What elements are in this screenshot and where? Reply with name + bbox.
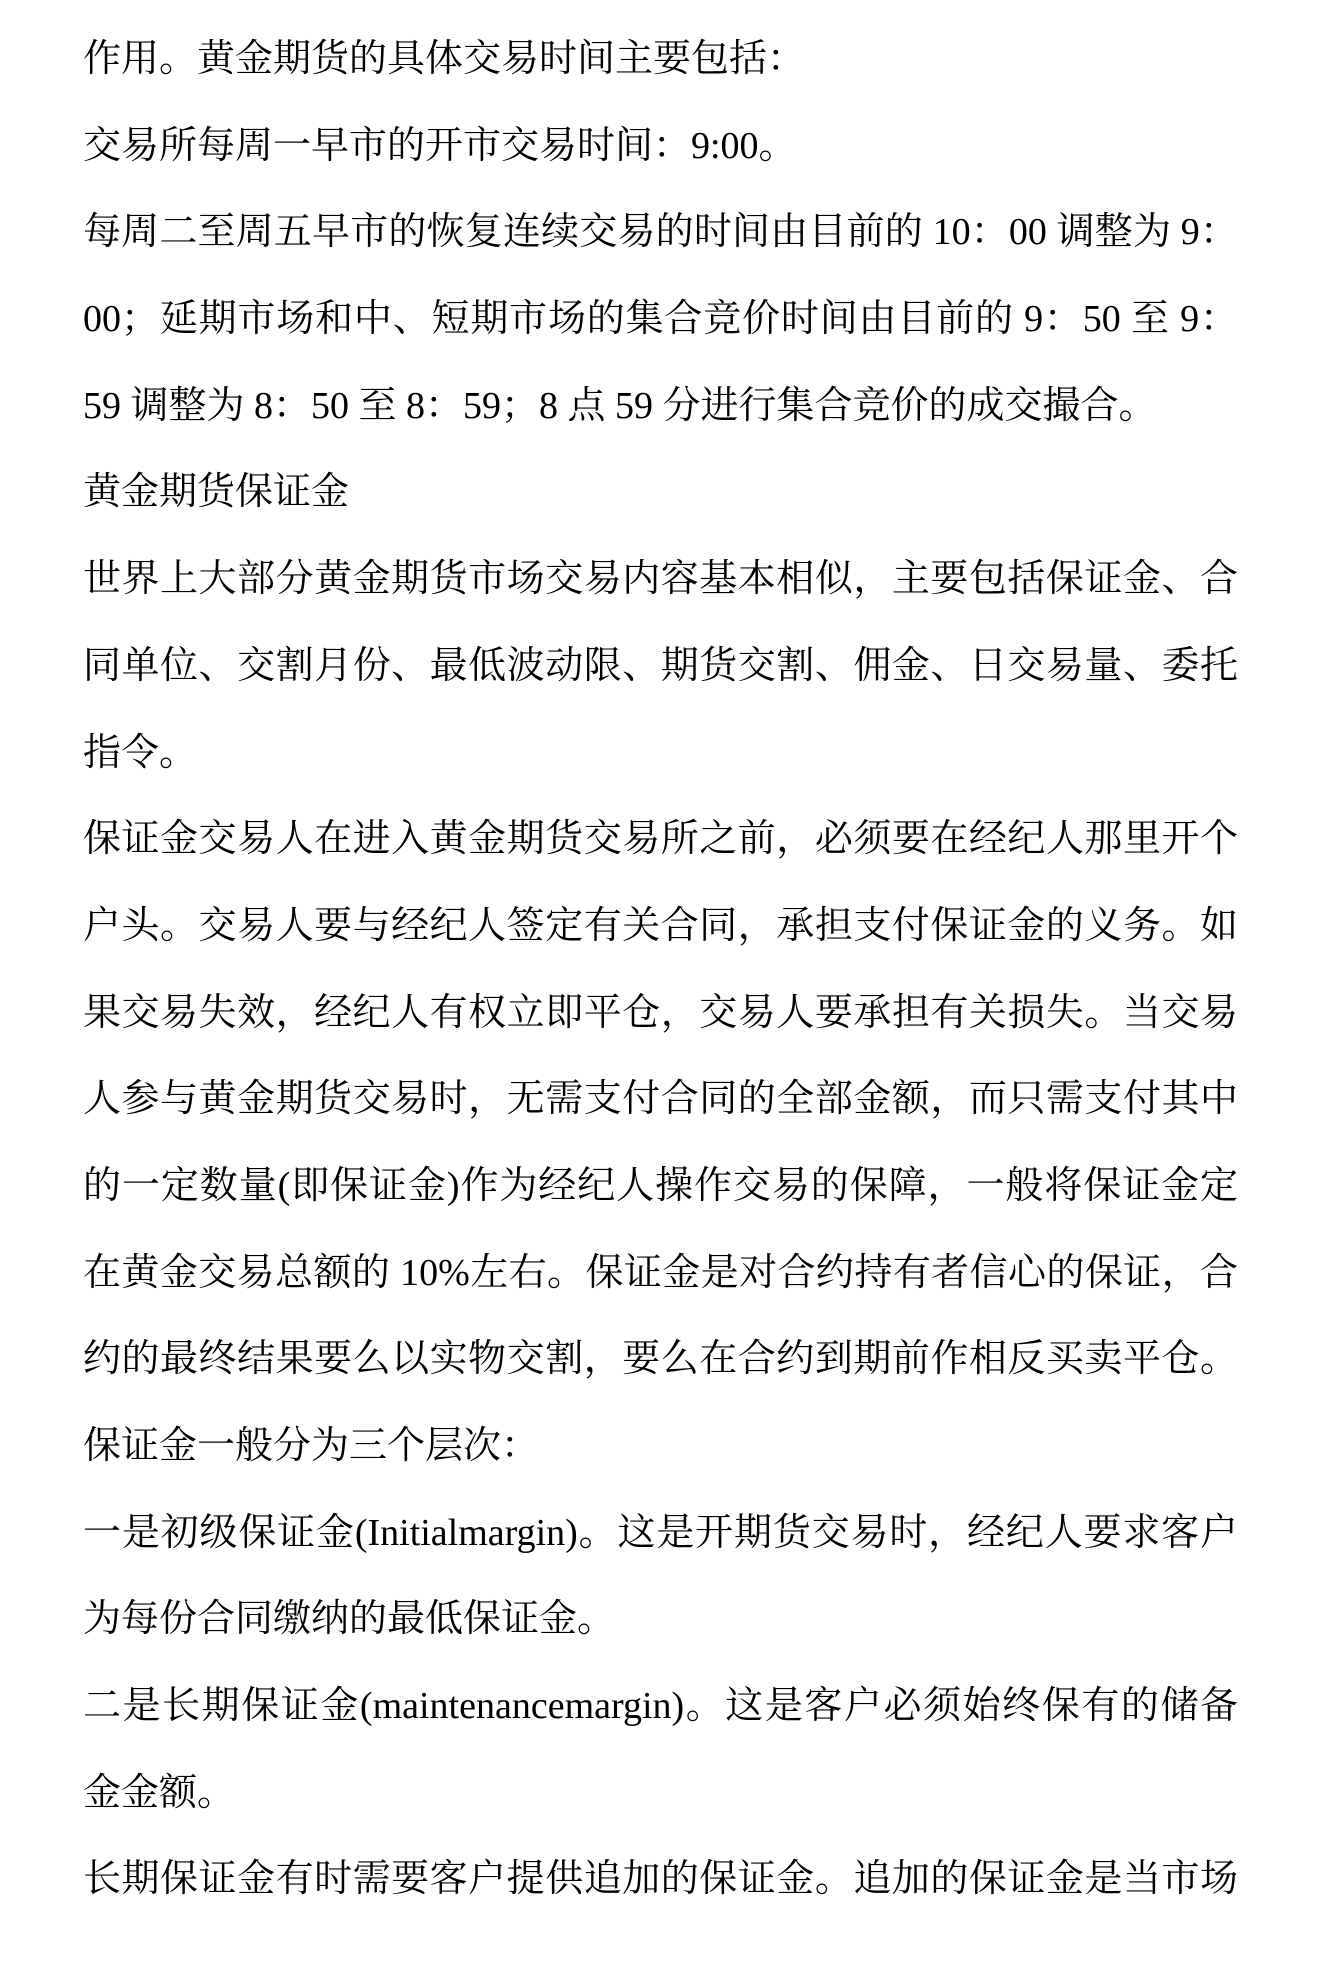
text-line: 约的最终结果要么以实物交割，要么在合约到期前作相反买卖平仓。 bbox=[83, 1338, 1238, 1381]
text-line: 交易所每周一早市的开市交易时间：9:00。 bbox=[83, 124, 797, 167]
text-line: 指令。 bbox=[83, 731, 198, 774]
text-line: 长期保证金有时需要客户提供追加的保证金。追加的保证金是当市场 bbox=[83, 1858, 1238, 1901]
text-line: 的一定数量(即保证金)作为经纪人操作交易的保障，一般将保证金定 bbox=[83, 1164, 1238, 1207]
text-line: 果交易失效，经纪人有权立即平仓，交易人要承担有关损失。当交易 bbox=[83, 991, 1238, 1034]
text-line: 保证金交易人在进入黄金期货交易所之前，必须要在经纪人那里开个 bbox=[83, 818, 1238, 861]
text-line: 金金额。 bbox=[83, 1771, 236, 1814]
text-content bbox=[83, 16, 1238, 1923]
text-line: 人参与黄金期货交易时，无需支付合同的全部金额，而只需支付其中 bbox=[83, 1078, 1238, 1121]
text-line: 00；延期市场和中、短期市场的集合竞价时间由目前的 9：50 至 9： bbox=[83, 298, 1238, 341]
text-line: 为每份合同缴纳的最低保证金。 bbox=[83, 1598, 616, 1641]
text-line: 一是初级保证金(Initialmargin)。这是开期货交易时，经纪人要求客户 bbox=[83, 1511, 1238, 1554]
text-line: 59 调整为 8：50 至 8：59；8 点 59 分进行集合竞价的成交撮合。 bbox=[83, 384, 1157, 427]
text-line: 二是长期保证金(maintenancemargin)。这是客户必须始终保有的储备 bbox=[83, 1685, 1238, 1728]
text-line: 在黄金交易总额的 10%左右。保证金是对合约持有者信心的保证，合 bbox=[83, 1251, 1238, 1294]
text-line: 户头。交易人要与经纪人签定有关合同，承担支付保证金的义务。如 bbox=[83, 904, 1238, 947]
text-line: 黄金期货保证金 bbox=[83, 471, 350, 514]
text-line: 世界上大部分黄金期货市场交易内容基本相似，主要包括保证金、合 bbox=[83, 558, 1238, 601]
text-line: 同单位、交割月份、最低波动限、期货交割、佣金、日交易量、委托 bbox=[83, 644, 1238, 687]
text-line: 每周二至周五早市的恢复连续交易的时间由目前的 10：00 调整为 9： bbox=[83, 211, 1238, 254]
text-line: 作用。黄金期货的具体交易时间主要包括： bbox=[83, 38, 806, 80]
text-line: 保证金一般分为三个层次： bbox=[83, 1425, 540, 1467]
